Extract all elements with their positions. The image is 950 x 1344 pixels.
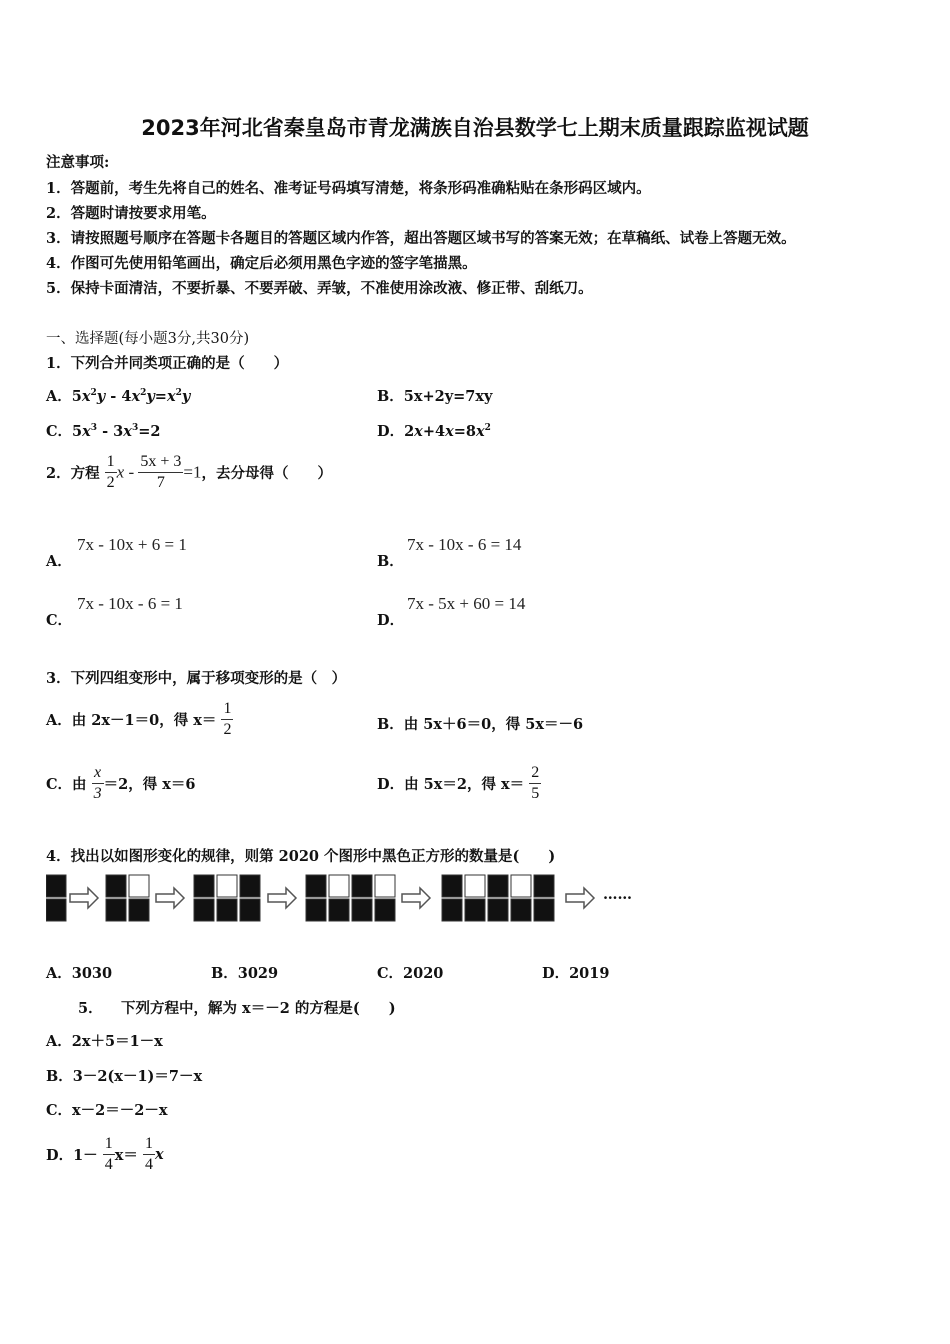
q3-option-a-text: A．由 2x－1＝0，得 x＝ xyxy=(46,712,217,729)
q2-fraction-main xyxy=(138,452,183,493)
q2-equals: =1 xyxy=(183,462,202,482)
section-heading: 一、选择题(每小题3分,共30分) xyxy=(46,331,250,347)
notice-item: 2．答题时请按要求用笔。 xyxy=(46,205,216,222)
fraction-denominator: 2 xyxy=(106,474,115,491)
page-title: 2023年河北省秦皇岛市青龙满族自治县数学七上期末质量跟踪监视试题 xyxy=(141,116,809,140)
notice-heading: 注意事项: xyxy=(46,154,110,171)
fraction-numerator: 1 xyxy=(223,700,232,717)
q3-option-a xyxy=(46,699,233,740)
fraction-denominator: 3 xyxy=(93,785,102,802)
q5-option-d-middle: x＝ xyxy=(114,1147,138,1164)
q4-option-d: D．2019 xyxy=(542,965,610,982)
fraction-denominator: 2 xyxy=(223,721,232,738)
fraction-numerator: 2 xyxy=(531,764,540,781)
q1-option-d-label: D． xyxy=(377,423,405,440)
q2-option-d: 7x - 5x + 60 = 14 xyxy=(407,594,526,613)
fraction-denominator: 7 xyxy=(138,472,183,493)
question-1-stem: 1．下列合并同类项正确的是（ ） xyxy=(46,355,289,372)
q1-option-c: C．$5x^3 - 3x^3=2$ xyxy=(46,423,161,440)
q2-option-a: 7x - 10x + 6 = 1 xyxy=(77,535,187,554)
fraction-numerator: 1 xyxy=(104,1135,113,1152)
q3-option-d-text: D．由 5x＝2，得 x＝ xyxy=(377,776,525,793)
q3-option-b: B．由 5x＋6＝0，得 5x＝－6 xyxy=(377,716,584,733)
q2-option-a-label: A． xyxy=(46,553,72,570)
q3-a-fraction xyxy=(221,699,233,740)
q4-option-b: B．3029 xyxy=(211,965,279,982)
q5-option-b: B．3－2(x－1)＝7－x xyxy=(46,1068,203,1085)
question-5-stem: 下列方程中，解为 x＝－2 的方程是( ) xyxy=(121,1000,396,1017)
notice-item: 5．保持卡面清洁，不要折暴、不要弄破、弄皱，不准使用涂改液、修正带、刮纸刀。 xyxy=(46,280,593,297)
pattern-figure-4 xyxy=(306,875,395,921)
pattern-figure-5 xyxy=(442,875,554,921)
q5-option-d-suffix: x xyxy=(154,1146,164,1163)
q3-option-c-suffix: ＝2，得 x＝6 xyxy=(103,776,196,793)
arrow-icon xyxy=(268,888,296,908)
q2-option-d-label: D． xyxy=(377,612,405,629)
q2-option-c: 7x - 10x - 6 = 1 xyxy=(77,594,183,613)
pattern-ellipsis: …… xyxy=(603,886,632,903)
fraction-denominator: 4 xyxy=(104,1156,113,1173)
notice-item: 3．请按照题号顺序在答题卡各题目的答题区域内作答，超出答题区域书写的答案无效；在草稿纸、试卷上答题无效。 xyxy=(46,230,796,247)
q5-option-a: A．2x＋5＝1－x xyxy=(46,1033,163,1050)
q2-option-b: 7x - 10x - 6 = 14 xyxy=(407,535,522,554)
fraction-denominator: 5 xyxy=(531,785,540,802)
q2-option-b-label: B． xyxy=(377,553,404,570)
q1-option-a: A．$5x^2y - 4x^2y=x^2y$ xyxy=(46,388,191,405)
q2-variable: x xyxy=(116,462,125,482)
fraction-numerator: 1 xyxy=(106,453,115,470)
q2-option-c-label: C． xyxy=(46,612,73,629)
q1-option-a-label: A． xyxy=(46,388,72,405)
q5-d-fraction-2 xyxy=(143,1134,155,1175)
question-5-number: 5． xyxy=(78,1000,103,1017)
q2-number: 2．方程 xyxy=(46,465,100,482)
fraction-denominator: 4 xyxy=(144,1156,153,1173)
arrow-icon xyxy=(402,888,430,908)
pattern-figure-1 xyxy=(46,875,66,921)
arrow-icon xyxy=(70,888,98,908)
fraction-numerator: 5x + 3 xyxy=(140,453,182,470)
q5-option-c: C．x－2＝－2－x xyxy=(46,1102,168,1119)
q3-option-d xyxy=(377,763,541,804)
q4-option-c: C．2020 xyxy=(377,965,444,982)
question-3-stem: 3．下列四组变形中，属于移项变形的是（ ） xyxy=(46,670,347,687)
q3-d-fraction xyxy=(529,763,541,804)
q3-option-c xyxy=(46,763,195,804)
arrow-icon xyxy=(156,888,184,908)
square-pattern-figure xyxy=(46,873,646,925)
question-2-stem xyxy=(46,452,332,493)
q2-minus: - xyxy=(128,462,135,482)
notice-item: 1．答题前，考生先将自己的姓名、准考证号码填写清楚，将条形码准确粘贴在条形码区域内。 xyxy=(46,180,651,197)
q3-c-fraction xyxy=(92,763,104,804)
q1-option-b: B．5x+2y=7xy xyxy=(377,388,493,405)
question-4-stem: 4．找出以如图形变化的规律，则第 2020 个图形中黑色正方形的数量是( ) xyxy=(46,848,556,865)
q1-option-d: D．$2x+4x=8x^2$ xyxy=(377,423,491,440)
q5-option-d-prefix: D．1－ xyxy=(46,1147,98,1164)
q4-option-a: A．3030 xyxy=(46,965,113,982)
arrow-icon xyxy=(566,888,594,908)
fraction-numerator: 1 xyxy=(144,1135,153,1152)
q5-d-fraction-1 xyxy=(103,1134,115,1175)
notice-item: 4．作图可先使用铅笔画出，确定后必须用黑色字迹的签字笔描黑。 xyxy=(46,255,477,272)
q2-tail: ，去分母得（ ） xyxy=(201,465,332,482)
pattern-figure-3 xyxy=(194,875,260,921)
q5-option-d xyxy=(46,1134,164,1175)
q3-option-c-prefix: C．由 xyxy=(46,776,87,793)
q1-option-c-label: C． xyxy=(46,423,73,440)
q2-fraction-half xyxy=(105,452,117,493)
fraction-numerator: x xyxy=(94,764,102,781)
pattern-figure-2 xyxy=(106,875,149,921)
